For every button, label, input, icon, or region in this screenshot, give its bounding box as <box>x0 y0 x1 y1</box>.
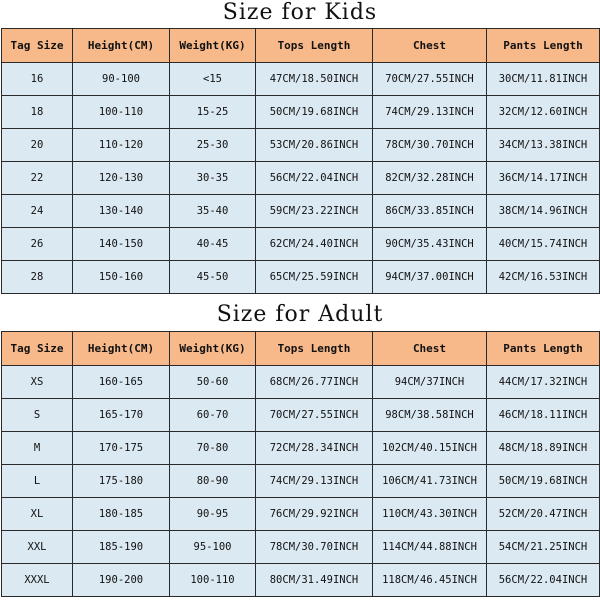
cell-pants-length: 44CM/17.32INCH <box>487 366 600 399</box>
cell-tag-size: 20 <box>2 129 73 162</box>
cell-tag-size: XXXL <box>2 564 73 597</box>
cell-height: 190-200 <box>73 564 170 597</box>
cell-height: 130-140 <box>73 195 170 228</box>
cell-weight: 50-60 <box>170 366 256 399</box>
cell-pants-length: 34CM/13.38INCH <box>487 129 600 162</box>
cell-chest: 94CM/37.00INCH <box>373 261 487 294</box>
table-row <box>2 195 600 228</box>
cell-tag-size: XS <box>2 366 73 399</box>
cell-tops-length: 70CM/27.55INCH <box>256 399 373 432</box>
cell-height: 120-130 <box>73 162 170 195</box>
column-header-tops-length: Tops Length <box>256 29 373 63</box>
table-header-row <box>2 332 600 366</box>
cell-tops-length: 68CM/26.77INCH <box>256 366 373 399</box>
cell-height: 150-160 <box>73 261 170 294</box>
table-row <box>2 63 600 96</box>
column-header-weight: Weight(KG) <box>170 29 256 63</box>
table-row <box>2 399 600 432</box>
cell-tops-length: 62CM/24.40INCH <box>256 228 373 261</box>
cell-height: 170-175 <box>73 432 170 465</box>
cell-tops-length: 53CM/20.86INCH <box>256 129 373 162</box>
cell-tag-size: 18 <box>2 96 73 129</box>
cell-pants-length: 42CM/16.53INCH <box>487 261 600 294</box>
table-row <box>2 432 600 465</box>
cell-height: 175-180 <box>73 465 170 498</box>
cell-tag-size: S <box>2 399 73 432</box>
cell-pants-length: 30CM/11.81INCH <box>487 63 600 96</box>
cell-weight: 25-30 <box>170 129 256 162</box>
cell-chest: 78CM/30.70INCH <box>373 129 487 162</box>
cell-tag-size: XXL <box>2 531 73 564</box>
cell-chest: 94CM/37INCH <box>373 366 487 399</box>
cell-tops-length: 74CM/29.13INCH <box>256 465 373 498</box>
cell-tops-length: 56CM/22.04INCH <box>256 162 373 195</box>
adult-size-table <box>1 331 600 597</box>
cell-tops-length: 59CM/23.22INCH <box>256 195 373 228</box>
table-row <box>2 261 600 294</box>
column-header-height: Height(CM) <box>73 29 170 63</box>
adult-size-title: Size for Adult <box>216 302 384 327</box>
cell-tag-size: XL <box>2 498 73 531</box>
cell-chest: 102CM/40.15INCH <box>373 432 487 465</box>
cell-chest: 106CM/41.73INCH <box>373 465 487 498</box>
table-row <box>2 162 600 195</box>
cell-tag-size: 28 <box>2 261 73 294</box>
cell-weight: 30-35 <box>170 162 256 195</box>
column-header-tag-size: Tag Size <box>2 29 73 63</box>
cell-pants-length: 52CM/20.47INCH <box>487 498 600 531</box>
cell-pants-length: 38CM/14.96INCH <box>487 195 600 228</box>
cell-height: 140-150 <box>73 228 170 261</box>
cell-tops-length: 80CM/31.49INCH <box>256 564 373 597</box>
cell-height: 160-165 <box>73 366 170 399</box>
cell-weight: 35-40 <box>170 195 256 228</box>
table-row <box>2 96 600 129</box>
column-header-chest: Chest <box>373 332 487 366</box>
cell-chest: 70CM/27.55INCH <box>373 63 487 96</box>
table-row <box>2 465 600 498</box>
cell-pants-length: 46CM/18.11INCH <box>487 399 600 432</box>
table-row <box>2 498 600 531</box>
cell-tag-size: 16 <box>2 63 73 96</box>
cell-tops-length: 72CM/28.34INCH <box>256 432 373 465</box>
cell-weight: 95-100 <box>170 531 256 564</box>
cell-tag-size: L <box>2 465 73 498</box>
table-row <box>2 228 600 261</box>
column-header-weight: Weight(KG) <box>170 332 256 366</box>
column-header-tops-length: Tops Length <box>256 332 373 366</box>
cell-height: 100-110 <box>73 96 170 129</box>
cell-chest: 118CM/46.45INCH <box>373 564 487 597</box>
cell-weight: 100-110 <box>170 564 256 597</box>
cell-tag-size: 24 <box>2 195 73 228</box>
column-header-pants-length: Pants Length <box>487 29 600 63</box>
cell-weight: 15-25 <box>170 96 256 129</box>
table-header-row <box>2 29 600 63</box>
cell-weight: 60-70 <box>170 399 256 432</box>
cell-chest: 90CM/35.43INCH <box>373 228 487 261</box>
cell-tag-size: 22 <box>2 162 73 195</box>
cell-tops-length: 47CM/18.50INCH <box>256 63 373 96</box>
cell-chest: 110CM/43.30INCH <box>373 498 487 531</box>
cell-chest: 86CM/33.85INCH <box>373 195 487 228</box>
table-row <box>2 564 600 597</box>
cell-tops-length: 78CM/30.70INCH <box>256 531 373 564</box>
cell-weight: 80-90 <box>170 465 256 498</box>
cell-height: 180-185 <box>73 498 170 531</box>
cell-pants-length: 40CM/15.74INCH <box>487 228 600 261</box>
column-header-height: Height(CM) <box>73 332 170 366</box>
cell-height: 110-120 <box>73 129 170 162</box>
cell-tops-length: 50CM/19.68INCH <box>256 96 373 129</box>
cell-weight: 40-45 <box>170 228 256 261</box>
kids-size-table <box>1 28 600 294</box>
cell-tops-length: 65CM/25.59INCH <box>256 261 373 294</box>
cell-pants-length: 50CM/19.68INCH <box>487 465 600 498</box>
cell-pants-length: 56CM/22.04INCH <box>487 564 600 597</box>
cell-chest: 74CM/29.13INCH <box>373 96 487 129</box>
cell-height: 185-190 <box>73 531 170 564</box>
cell-chest: 98CM/38.58INCH <box>373 399 487 432</box>
cell-weight: 45-50 <box>170 261 256 294</box>
column-header-chest: Chest <box>373 29 487 63</box>
cell-weight: <15 <box>170 63 256 96</box>
cell-chest: 82CM/32.28INCH <box>373 162 487 195</box>
column-header-tag-size: Tag Size <box>2 332 73 366</box>
table-row <box>2 531 600 564</box>
column-header-pants-length: Pants Length <box>487 332 600 366</box>
cell-tops-length: 76CM/29.92INCH <box>256 498 373 531</box>
table-row <box>2 129 600 162</box>
cell-weight: 90-95 <box>170 498 256 531</box>
cell-tag-size: 26 <box>2 228 73 261</box>
table-row <box>2 366 600 399</box>
cell-tag-size: M <box>2 432 73 465</box>
cell-pants-length: 36CM/14.17INCH <box>487 162 600 195</box>
cell-height: 90-100 <box>73 63 170 96</box>
cell-height: 165-170 <box>73 399 170 432</box>
cell-pants-length: 54CM/21.25INCH <box>487 531 600 564</box>
cell-pants-length: 48CM/18.89INCH <box>487 432 600 465</box>
cell-chest: 114CM/44.88INCH <box>373 531 487 564</box>
kids-size-title: Size for Kids <box>222 0 378 25</box>
cell-pants-length: 32CM/12.60INCH <box>487 96 600 129</box>
cell-weight: 70-80 <box>170 432 256 465</box>
